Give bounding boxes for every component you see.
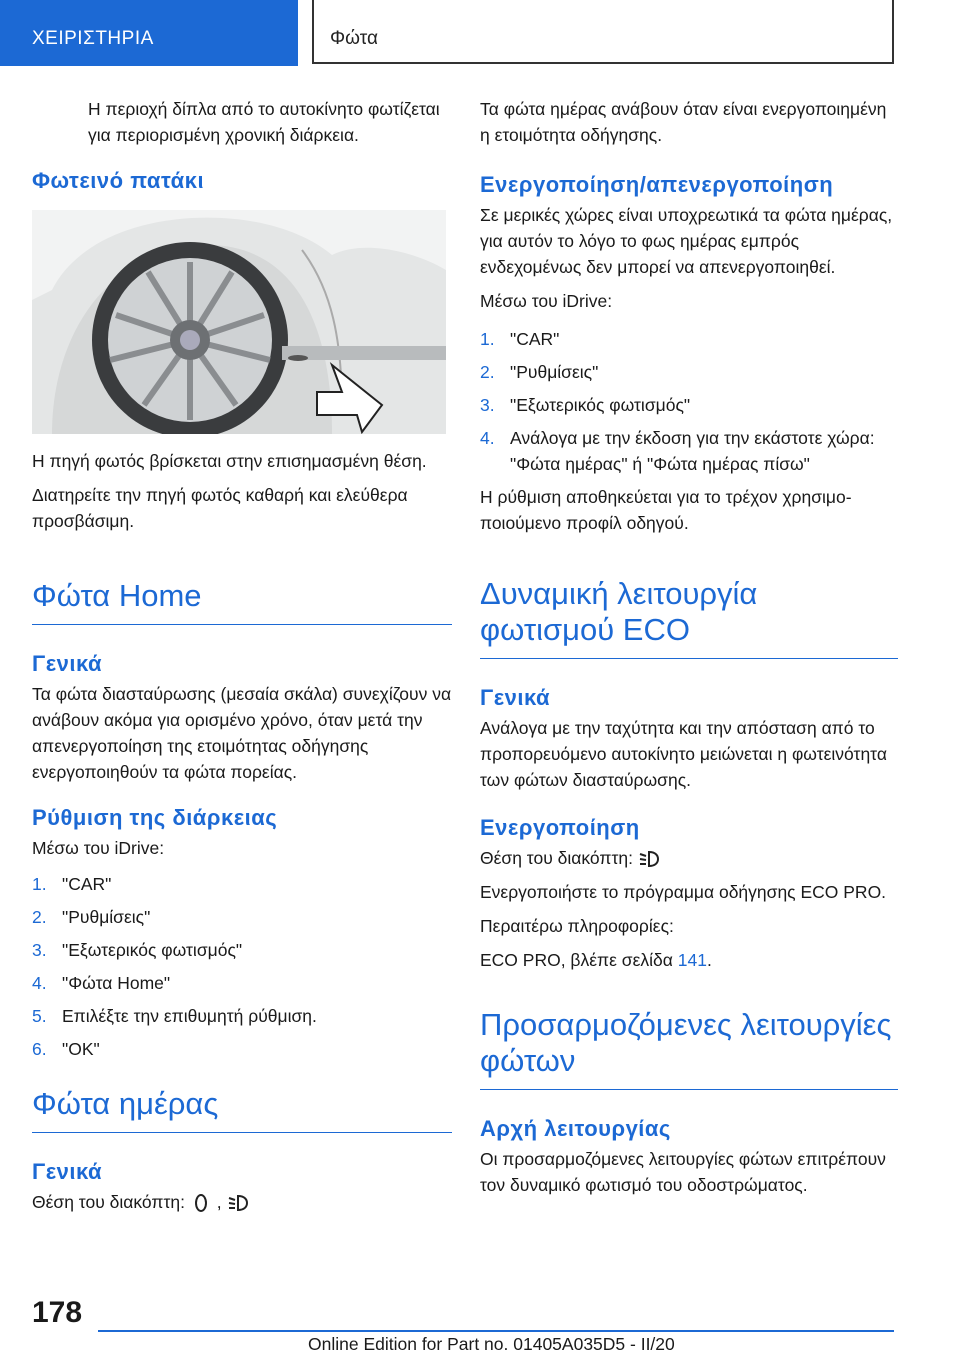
footer-divider bbox=[98, 1330, 894, 1332]
day-lights-steps bbox=[480, 326, 898, 477]
list-item: 6. "OK" bbox=[32, 1039, 100, 1059]
heading-general-3: Γενικά bbox=[480, 685, 551, 710]
eco-pro-reference: ECO PRO, βλέπε σελίδα 141. bbox=[480, 950, 712, 970]
heading-eco-lighting: Δυναμική λειτουργία φωτισμού ECO bbox=[480, 576, 898, 659]
setting-saved: Η ρύθμιση αποθηκεύεται για το τρέχον χρησιμοποιούμενο προφίλ οδηγού. bbox=[480, 487, 852, 533]
page-number: 178 bbox=[32, 1296, 83, 1329]
via-idrive-left: Μέσω του iDrive: bbox=[32, 838, 165, 858]
light-source-position: Η πηγή φωτός βρίσκεται στην επισημασμένη θέση. bbox=[32, 451, 427, 471]
page-header bbox=[0, 0, 960, 66]
heading-general-1: Γενικά bbox=[32, 651, 103, 676]
chapter-title: ΧΕΙΡΙΣΤΗΡΙΑ bbox=[32, 28, 154, 49]
chapter-tab bbox=[0, 0, 298, 66]
right-column bbox=[480, 96, 898, 1198]
home-lights-description: Τα φώτα διασταύρωσης (μεσαία σκάλα) συνεχίζουν να ανάβουν ακόμα για ορισμένο χρόνο, όταν μετά την απενεργοποίηση της ετοιμότητας οδήγησης ενεργοποιηθούν τα φώτα πορείας. bbox=[32, 684, 452, 782]
heading-principle: Αρχή λειτουργίας bbox=[480, 1116, 671, 1141]
day-lights-description: Τα φώτα ημέρας ανάβουν όταν είναι ενεργοποιημένη η ετοιμότητα οδήγησης. bbox=[480, 99, 887, 145]
heading-home-lights: Φώτα Home bbox=[32, 578, 452, 625]
left-column bbox=[32, 96, 452, 1215]
more-info: Περαιτέρω πληροφορίες: bbox=[480, 916, 674, 936]
heading-day-lights: Φώτα ημέρας bbox=[32, 1086, 452, 1133]
heading-duration: Ρύθμιση της διάρκειας bbox=[32, 805, 278, 830]
list-item: 5. Επιλέξτε την επιθυμητή ρύθμιση. bbox=[32, 1006, 317, 1026]
heading-light-carpet: Φωτεινό πατάκι bbox=[32, 168, 205, 193]
heading-activate-deactivate: Ενεργοποίηση/απενεργοποίηση bbox=[480, 172, 834, 197]
light-source-keep-clean: Διατηρείτε την πηγή φωτός καθαρή και ελεύθερα προσβάσιμη. bbox=[32, 485, 408, 531]
section-tab bbox=[312, 0, 894, 64]
low-beam-icon bbox=[227, 1192, 249, 1214]
activate-eco-pro: Ενεργοποιήστε το πρόγραμμα οδήγησης ECO PRO. bbox=[480, 882, 887, 902]
list-item: 1. "CAR" bbox=[32, 874, 112, 894]
wheel-illustration-icon bbox=[32, 210, 446, 434]
heading-adaptive-lights: Προσαρμοζόμενες λειτουργίες φώτων bbox=[480, 1007, 898, 1090]
duration-steps bbox=[32, 871, 452, 1062]
list-item: 1. "CAR" bbox=[480, 329, 560, 349]
list-item: 4. Ανάλογα με την έκδοση για την εκάστοτε χώρα: "Φώτα ημέρας" ή "Φώτα ημέρας πίσω" bbox=[480, 428, 875, 474]
list-item: 3. "Εξωτερικός φωτισμός" bbox=[32, 940, 243, 960]
countries-paragraph: Σε μερικές χώρες είναι υποχρεωτικά τα φώτα ημέρας, για αυτόν το λόγο το φως ημέρας εμπρός ενδεχομένως δεν μπορεί να απενεργοποιηθεί. bbox=[480, 205, 893, 277]
intro-paragraph: Η περιοχή δίπλα από το αυτοκίνητο φωτίζεται για περιορισμένη χρονική διάρκεια. bbox=[88, 99, 440, 145]
section-title: Φώτα bbox=[330, 28, 378, 49]
switch-position-right: Θέση του διακόπτη: bbox=[480, 845, 898, 871]
list-item: 3. "Εξωτερικός φωτισμός" bbox=[480, 395, 691, 415]
principle-description: Οι προσαρμοζόμενες λειτουργίες φώτων επιτρέπουν τον δυναμικό φωτισμό του οδοστρώματος. bbox=[480, 1149, 886, 1195]
switch-position-left: Θέση του διακόπτη: , bbox=[32, 1189, 452, 1215]
via-idrive-right: Μέσω του iDrive: bbox=[480, 291, 613, 311]
heading-eco-activation: Ενεργοποίηση bbox=[480, 815, 640, 840]
page-link-141[interactable]: 141 bbox=[677, 950, 707, 970]
list-item: 2. "Ρυθμίσεις" bbox=[480, 362, 599, 382]
list-item: 4. "Φώτα Home" bbox=[32, 973, 171, 993]
footer-edition: Online Edition for Part no. 01405A035D5 - II/20 bbox=[308, 1334, 675, 1354]
eco-description: Ανάλογα με την ταχύτητα και την απόσταση από το προπορευόμενο αυτοκίνητο μειώνεται η φωτεινότητα των φώτων διασταύρωσης. bbox=[480, 718, 887, 790]
wheel-light-figure bbox=[32, 210, 446, 434]
low-beam-icon bbox=[638, 848, 660, 870]
list-item: 2. "Ρυθμίσεις" bbox=[32, 907, 151, 927]
switch-off-icon bbox=[190, 1192, 212, 1214]
heading-general-2: Γενικά bbox=[32, 1159, 103, 1184]
